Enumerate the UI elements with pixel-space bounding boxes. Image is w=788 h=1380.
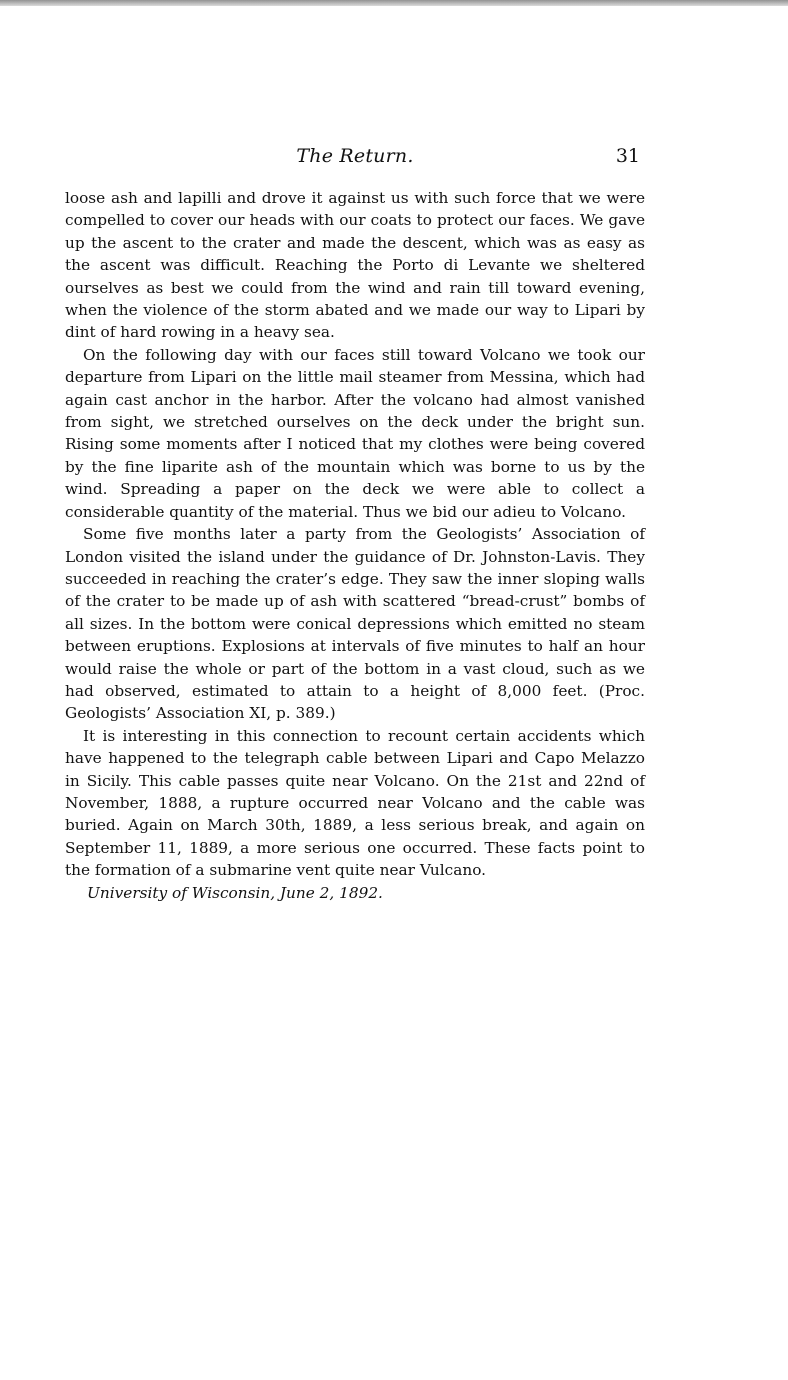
body-text (65, 187, 645, 904)
running-head (66, 143, 644, 169)
paragraph-geologists-visit: Some five months later a party from the Geologists’ Association of London visited the island under the guidance of Dr. Johnston-Lavis. They succeeded in reaching the crater’s edge. They saw the inner sloping walls of the crater to be made up of ash with scattered “bread-crust” bombs of all sizes. In the bottom were conical depressions which emitted no steam between eruptions. Explosions at intervals of five minutes to half an hour would raise the whole or part of the bottom in a vast cloud, such as we had observed, estimated to attain to a height of 8,000 feet. (Proc. Geologists’ Association XI, p. 389.) (65, 525, 645, 723)
paragraph-departure: On the following day with our faces still toward Volcano we took our departure from Lipari on the little mail steamer from Messina, which had again cast anchor in the harbor. After the volcano had almost vanished from sight, we stretched ourselves on the deck under the bright sun. Rising some moments after I noticed that my clothes were being covered by the fine liparite ash of the mountain which was borne to us by the wind. Spreading a paper on the deck we were able to collect a considerable quantity of the material. Thus we bid our adieu to Volcano. (65, 345, 645, 521)
paragraph-telegraph-cable: It is interesting in this connection to recount certain accidents which have happened to the telegraph cable between Lipari and Capo Melazzo in Sicily. This cable passes quite near Volcano. On the 21st and 22nd of November, 1888, a rupture occurred near Volcano and the cable was buried. Again on March 30th, 1889, a less serious break, and again on September 11, 1889, a more serious one occurred. These facts point to the formation of a submarine vent quite near Vulcano. (65, 726, 645, 880)
running-title: The Return. (296, 145, 414, 167)
page-number: 31 (615, 145, 640, 167)
signoff: University of Wisconsin, June 2, 1892. (87, 883, 383, 902)
paragraph-continued: loose ash and lapilli and drove it against us with such force that we were compelled to cover our heads with our coats to protect our faces. We gave up the ascent to the crater and made the descent, which was as easy as the ascent was difficult. Reaching the Porto di Levante we sheltered ourselves as best we could from the wind and rain till toward evening, when the violence of the storm abated and we made our way to Lipari by dint of hard rowing in a heavy sea. (65, 189, 645, 342)
